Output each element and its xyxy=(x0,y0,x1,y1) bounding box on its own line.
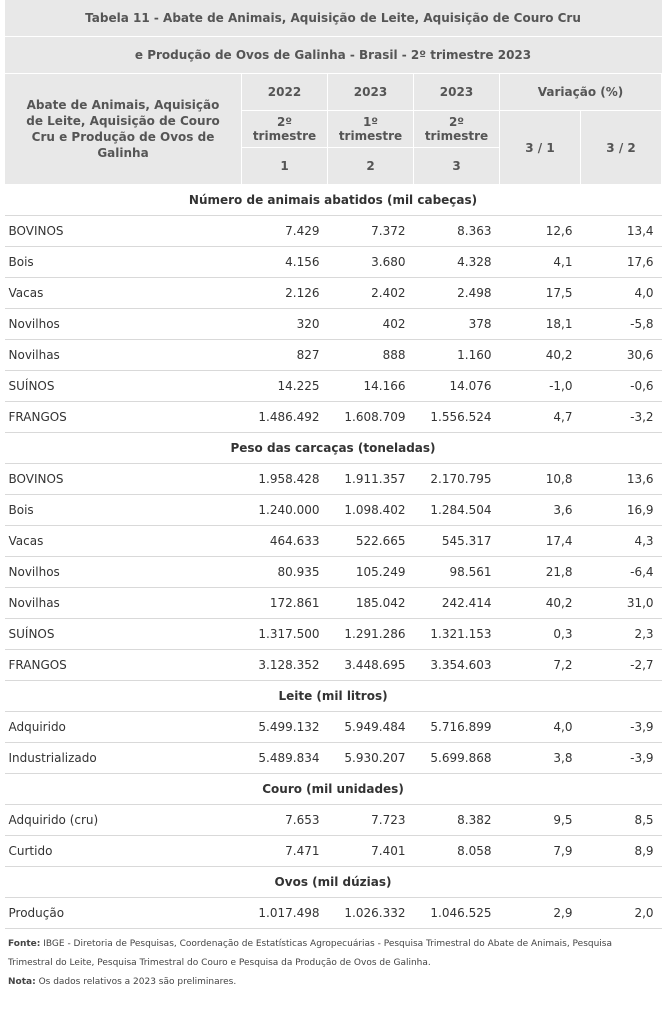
cell-variation-3-2: -2,7 xyxy=(581,650,662,681)
row-label: Novilhos xyxy=(5,309,242,340)
cell-2022-q2: 4.156 xyxy=(242,247,328,278)
row-label: Adquirido (cru) xyxy=(5,805,242,836)
cell-2023-q2: 545.317 xyxy=(414,526,500,557)
cell-2023-q2: 242.414 xyxy=(414,588,500,619)
cell-2023-q2: 1.556.524 xyxy=(414,402,500,433)
cell-variation-3-1: 9,5 xyxy=(500,805,581,836)
cell-variation-3-2: 13,4 xyxy=(581,216,662,247)
cell-2022-q2: 1.017.498 xyxy=(242,898,328,929)
index-header-3: 3 xyxy=(414,148,500,185)
section-title: Couro (mil unidades) xyxy=(5,774,662,805)
section-title: Leite (mil litros) xyxy=(5,681,662,712)
cell-2022-q2: 7.653 xyxy=(242,805,328,836)
row-label: Adquirido xyxy=(5,712,242,743)
table-row xyxy=(5,898,662,929)
cell-variation-3-1: 7,2 xyxy=(500,650,581,681)
cell-2023-q1: 2.402 xyxy=(328,278,414,309)
cell-2023-q1: 1.911.357 xyxy=(328,464,414,495)
row-label: Bois xyxy=(5,495,242,526)
cell-2023-q2: 378 xyxy=(414,309,500,340)
cell-variation-3-2: 2,3 xyxy=(581,619,662,650)
cell-variation-3-1: 40,2 xyxy=(500,588,581,619)
cell-variation-3-1: -1,0 xyxy=(500,371,581,402)
cell-variation-3-2: -0,6 xyxy=(581,371,662,402)
cell-2023-q1: 1.608.709 xyxy=(328,402,414,433)
cell-2023-q1: 14.166 xyxy=(328,371,414,402)
cell-variation-3-1: 4,0 xyxy=(500,712,581,743)
variation-col-3-1: 3 / 1 xyxy=(500,111,581,185)
cell-2022-q2: 7.429 xyxy=(242,216,328,247)
table-footer xyxy=(8,935,648,992)
row-label: Bois xyxy=(5,247,242,278)
section-header-row xyxy=(5,774,662,805)
cell-variation-3-1: 10,8 xyxy=(500,464,581,495)
cell-variation-3-1: 17,4 xyxy=(500,526,581,557)
cell-variation-3-2: -3,9 xyxy=(581,743,662,774)
source-label: Fonte: xyxy=(8,939,41,949)
cell-variation-3-2: 16,9 xyxy=(581,495,662,526)
table-row xyxy=(5,247,662,278)
cell-variation-3-2: 2,0 xyxy=(581,898,662,929)
cell-variation-3-1: 40,2 xyxy=(500,340,581,371)
source-text: IBGE - Diretoria de Pesquisas, Coordenação de Estatísticas Agropecuárias - Pesquisa Trimestral do Abate de Animais, Pesquisa Trimestral do Leite, Pesquisa Trimestral do Couro e Pesquisa da Produção de Ovos de Galinha. xyxy=(8,939,613,968)
table-row xyxy=(5,650,662,681)
cell-2023-q1: 888 xyxy=(328,340,414,371)
quarter-header-2: 1º trimestre xyxy=(328,111,414,148)
cell-2023-q2: 8.058 xyxy=(414,836,500,867)
cell-variation-3-2: 31,0 xyxy=(581,588,662,619)
cell-2023-q1: 1.098.402 xyxy=(328,495,414,526)
cell-2023-q2: 1.321.153 xyxy=(414,619,500,650)
section-title: Ovos (mil dúzias) xyxy=(5,867,662,898)
cell-variation-3-2: 4,3 xyxy=(581,526,662,557)
cell-2023-q2: 5.699.868 xyxy=(414,743,500,774)
cell-2023-q2: 1.046.525 xyxy=(414,898,500,929)
section-header-row xyxy=(5,681,662,712)
cell-2022-q2: 320 xyxy=(242,309,328,340)
year-header-2: 2023 xyxy=(328,74,414,111)
index-header-2: 2 xyxy=(328,148,414,185)
row-label: FRANGOS xyxy=(5,402,242,433)
cell-2023-q1: 402 xyxy=(328,309,414,340)
table-row xyxy=(5,743,662,774)
cell-variation-3-1: 18,1 xyxy=(500,309,581,340)
cell-2023-q1: 1.291.286 xyxy=(328,619,414,650)
row-label: Vacas xyxy=(5,526,242,557)
row-label: Produção xyxy=(5,898,242,929)
cell-variation-3-2: 4,0 xyxy=(581,278,662,309)
table-row xyxy=(5,309,662,340)
cell-2023-q2: 3.354.603 xyxy=(414,650,500,681)
cell-2023-q2: 8.363 xyxy=(414,216,500,247)
cell-variation-3-2: -3,9 xyxy=(581,712,662,743)
cell-2022-q2: 1.240.000 xyxy=(242,495,328,526)
row-label: Vacas xyxy=(5,278,242,309)
table-row xyxy=(5,278,662,309)
cell-2022-q2: 80.935 xyxy=(242,557,328,588)
variation-col-3-2: 3 / 2 xyxy=(581,111,662,185)
cell-2023-q2: 2.498 xyxy=(414,278,500,309)
table-row xyxy=(5,836,662,867)
cell-2023-q1: 7.372 xyxy=(328,216,414,247)
row-label: SUÍNOS xyxy=(5,371,242,402)
cell-2022-q2: 1.486.492 xyxy=(242,402,328,433)
table-row xyxy=(5,216,662,247)
cell-variation-3-2: -6,4 xyxy=(581,557,662,588)
table-row xyxy=(5,464,662,495)
row-label: Novilhas xyxy=(5,340,242,371)
table-row xyxy=(5,371,662,402)
table-row xyxy=(5,495,662,526)
cell-variation-3-1: 4,1 xyxy=(500,247,581,278)
cell-2023-q1: 3.448.695 xyxy=(328,650,414,681)
cell-2023-q1: 522.665 xyxy=(328,526,414,557)
cell-variation-3-1: 3,8 xyxy=(500,743,581,774)
data-table xyxy=(4,0,662,929)
cell-2023-q2: 14.076 xyxy=(414,371,500,402)
row-label: Novilhos xyxy=(5,557,242,588)
table-row xyxy=(5,805,662,836)
table-row xyxy=(5,619,662,650)
cell-variation-3-1: 21,8 xyxy=(500,557,581,588)
row-label: Curtido xyxy=(5,836,242,867)
table-row xyxy=(5,402,662,433)
row-label: BOVINOS xyxy=(5,464,242,495)
cell-variation-3-2: 8,5 xyxy=(581,805,662,836)
table-row xyxy=(5,526,662,557)
cell-2023-q1: 1.026.332 xyxy=(328,898,414,929)
cell-2023-q1: 3.680 xyxy=(328,247,414,278)
cell-variation-3-2: -5,8 xyxy=(581,309,662,340)
cell-variation-3-2: 30,6 xyxy=(581,340,662,371)
cell-variation-3-1: 4,7 xyxy=(500,402,581,433)
year-header-3: 2023 xyxy=(414,74,500,111)
cell-2023-q2: 1.284.504 xyxy=(414,495,500,526)
cell-2023-q2: 1.160 xyxy=(414,340,500,371)
quarter-header-3: 2º trimestre xyxy=(414,111,500,148)
index-header-1: 1 xyxy=(242,148,328,185)
section-header-row xyxy=(5,185,662,216)
section-header-row xyxy=(5,867,662,898)
table-row xyxy=(5,340,662,371)
source-note xyxy=(8,935,648,973)
cell-2023-q2: 4.328 xyxy=(414,247,500,278)
table-body xyxy=(5,185,662,929)
row-label: Industrializado xyxy=(5,743,242,774)
cell-2023-q2: 2.170.795 xyxy=(414,464,500,495)
cell-variation-3-1: 3,6 xyxy=(500,495,581,526)
row-label: SUÍNOS xyxy=(5,619,242,650)
cell-2023-q1: 185.042 xyxy=(328,588,414,619)
section-title: Peso das carcaças (toneladas) xyxy=(5,433,662,464)
cell-2023-q2: 8.382 xyxy=(414,805,500,836)
cell-variation-3-1: 17,5 xyxy=(500,278,581,309)
quarter-header-1: 2º trimestre xyxy=(242,111,328,148)
cell-2022-q2: 14.225 xyxy=(242,371,328,402)
cell-variation-3-2: -3,2 xyxy=(581,402,662,433)
cell-2022-q2: 1.317.500 xyxy=(242,619,328,650)
row-label: Novilhas xyxy=(5,588,242,619)
table-row xyxy=(5,588,662,619)
row-label: FRANGOS xyxy=(5,650,242,681)
cell-variation-3-1: 0,3 xyxy=(500,619,581,650)
table-row xyxy=(5,557,662,588)
cell-2023-q1: 7.723 xyxy=(328,805,414,836)
table-title-line-1: Tabela 11 - Abate de Animais, Aquisição de Leite, Aquisição de Couro Cru xyxy=(5,0,662,37)
table-title-line-2: e Produção de Ovos de Galinha - Brasil - 2º trimestre 2023 xyxy=(5,37,662,74)
row-label-header: Abate de Animais, Aquisição de Leite, Aquisição de Couro Cru e Produção de Ovos de Galinha xyxy=(5,74,242,185)
note-text: Os dados relativos a 2023 são preliminares. xyxy=(35,977,237,987)
cell-variation-3-2: 13,6 xyxy=(581,464,662,495)
section-title: Número de animais abatidos (mil cabeças) xyxy=(5,185,662,216)
section-header-row xyxy=(5,433,662,464)
cell-2023-q1: 5.930.207 xyxy=(328,743,414,774)
cell-2022-q2: 3.128.352 xyxy=(242,650,328,681)
cell-2022-q2: 5.499.132 xyxy=(242,712,328,743)
cell-variation-3-1: 7,9 xyxy=(500,836,581,867)
cell-variation-3-1: 12,6 xyxy=(500,216,581,247)
cell-2022-q2: 2.126 xyxy=(242,278,328,309)
cell-2023-q1: 5.949.484 xyxy=(328,712,414,743)
cell-2022-q2: 827 xyxy=(242,340,328,371)
note-label: Nota: xyxy=(8,977,36,987)
cell-2023-q1: 7.401 xyxy=(328,836,414,867)
cell-2022-q2: 464.633 xyxy=(242,526,328,557)
cell-variation-3-2: 17,6 xyxy=(581,247,662,278)
cell-variation-3-2: 8,9 xyxy=(581,836,662,867)
cell-2023-q1: 105.249 xyxy=(328,557,414,588)
table-row xyxy=(5,712,662,743)
cell-variation-3-1: 2,9 xyxy=(500,898,581,929)
cell-2022-q2: 7.471 xyxy=(242,836,328,867)
note xyxy=(8,973,648,992)
cell-2022-q2: 172.861 xyxy=(242,588,328,619)
row-label: BOVINOS xyxy=(5,216,242,247)
year-header-1: 2022 xyxy=(242,74,328,111)
cell-2022-q2: 5.489.834 xyxy=(242,743,328,774)
variation-header: Variação (%) xyxy=(500,74,662,111)
cell-2023-q2: 98.561 xyxy=(414,557,500,588)
cell-2022-q2: 1.958.428 xyxy=(242,464,328,495)
cell-2023-q2: 5.716.899 xyxy=(414,712,500,743)
